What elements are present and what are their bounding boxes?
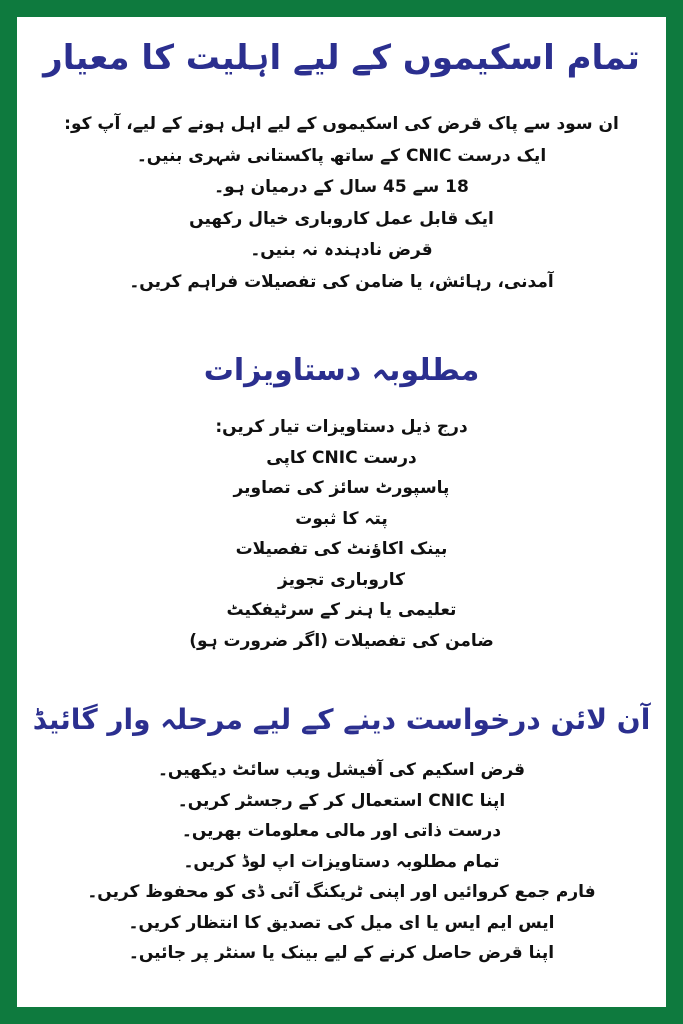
documents-line: درج ذیل دستاویزات تیار کریں: [215,417,468,437]
eligibility-line: ایک قابل عمل کاروباری خیال رکھیں [189,208,494,229]
documents-line: پاسپورٹ سائز کی تصاویر [233,478,450,498]
eligibility-line: ایک درست CNIC کے ساتھ پاکستانی شہری بنیں۔ [136,145,547,166]
eligibility-line: قرض نادہندہ نہ بنیں۔ [250,240,433,260]
application-steps-list [17,755,666,969]
eligibility-line: ان سود سے پاک قرض کی اسکیموں کے لیے اہل ہونے کے لیے، آپ کو: [64,114,619,134]
documents-line: کاروباری تجویز [278,569,405,590]
application-step: فارم جمع کروائیں اور اپنی ٹریکنگ آئی ڈی کو محفوظ کریں۔ [87,882,596,902]
documents-line: ضامن کی تفصیلات (اگر ضرورت ہو) [189,630,494,651]
application-guide-heading: آن لائن درخواست دینے کے لیے مرحلہ وار گائیڈ [32,703,651,736]
documents-line: پتہ کا ثبوت [295,508,388,529]
application-step: قرض اسکیم کی آفیشل ویب سائٹ دیکھیں۔ [157,760,526,780]
application-step: درست ذاتی اور مالی معلومات بھریں۔ [181,821,502,841]
application-step: ایس ایم ایس یا ای میل کی تصدیق کا انتظار کریں۔ [128,912,555,933]
documents-line: درست CNIC کاپی [266,447,417,468]
documents-line: بینک اکاؤنٹ کی تفصیلات [235,539,448,559]
content-card [17,17,666,1007]
documents-heading: مطلوبہ دستاویزات [203,353,480,388]
documents-line: تعلیمی یا ہنر کے سرٹیفکیٹ [226,600,457,620]
documents-list [17,412,666,656]
eligibility-line: 18 سے 45 سال کے درمیان ہو۔ [214,177,469,197]
eligibility-heading: تمام اسکیموں کے لیے اہلیت کا معیار [43,38,640,78]
application-step: اپنا CNIC استعمال کر کے رجسٹر کریں۔ [177,790,506,811]
application-step: اپنا قرض حاصل کرنے کے لیے بینک یا سنٹر پر جائیں۔ [128,943,555,963]
eligibility-list [17,109,666,298]
eligibility-line: آمدنی، رہائش، یا ضامن کی تفصیلات فراہم کریں۔ [129,271,554,292]
application-step: تمام مطلوبہ دستاویزات اپ لوڈ کریں۔ [183,851,500,872]
